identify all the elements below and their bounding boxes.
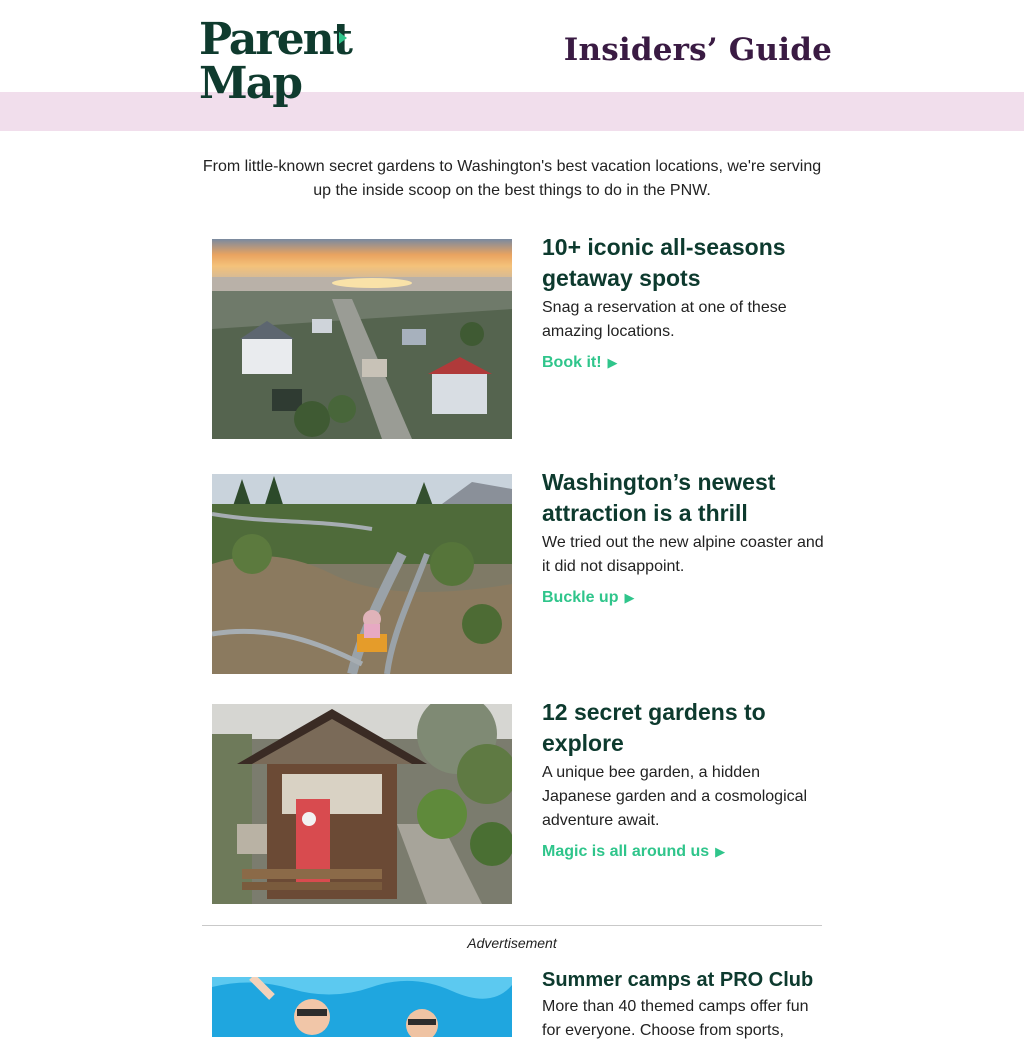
article-image-coastal-town[interactable] (212, 239, 512, 439)
cta-label: Buckle up (542, 589, 619, 606)
article-description: Snag a reservation at one of these amazing locations. (542, 299, 787, 340)
advertisement-label: Advertisement (467, 935, 557, 951)
cta-label: Book it! (542, 354, 602, 371)
article-description: A unique bee garden, a hidden Japanese garden and a cosmological adventure await. (542, 764, 808, 829)
article-image-alpine-coaster[interactable] (212, 474, 512, 674)
article-text (542, 467, 827, 607)
newsletter-title: Insiders’ Guide (563, 32, 832, 68)
logo-line-parent: Parent (199, 14, 351, 65)
article-title[interactable]: Washington’s newest attraction is a thrill (542, 469, 776, 526)
book-it-link[interactable] (542, 354, 618, 372)
play-arrow-icon: ▶ (607, 355, 618, 370)
header (0, 0, 1024, 109)
ad-title[interactable]: Summer camps at PRO Club (542, 969, 814, 991)
buckle-up-link[interactable] (542, 589, 634, 607)
ad-description: More than 40 themed camps offer fun for everyone. Choose from sports, (542, 998, 809, 1039)
logo-play-icon (339, 32, 347, 44)
ad-text (542, 967, 827, 1043)
play-arrow-icon: ▶ (624, 590, 635, 605)
article-image-japanese-garden[interactable] (212, 704, 512, 904)
article-text (542, 232, 827, 372)
magic-link[interactable] (542, 843, 725, 861)
article-title[interactable]: 12 secret gardens to explore (542, 699, 766, 756)
article-description: We tried out the new alpine coaster and it did not disappoint. (542, 534, 824, 575)
ad-image-swim-camp[interactable] (212, 977, 512, 1037)
cta-label: Magic is all around us (542, 843, 710, 860)
play-arrow-icon: ▶ (715, 844, 726, 859)
parentmap-logo[interactable] (199, 14, 351, 109)
intro-text: From little-known secret gardens to Washington's best vacation locations, we're serving up the inside scoop on the best things to do in the PNW. (202, 158, 822, 199)
logo-line-map: Map (199, 58, 301, 109)
divider (202, 925, 822, 926)
article-text (542, 697, 827, 861)
article-title[interactable]: 10+ iconic all-seasons getaway spots (542, 234, 786, 291)
header-band (0, 92, 1024, 131)
